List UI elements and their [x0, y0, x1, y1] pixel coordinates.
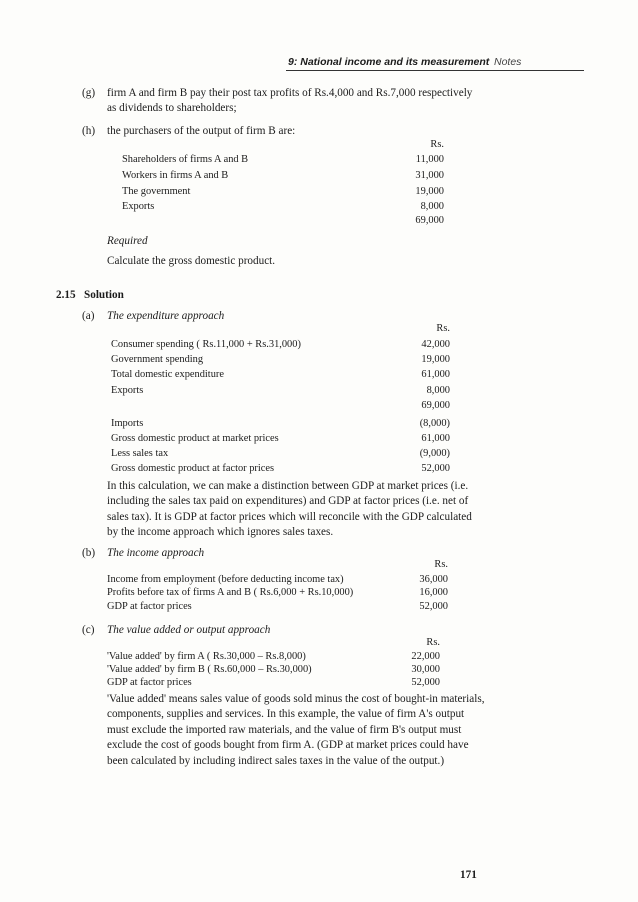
- b-row-label: GDP at factor prices: [107, 601, 192, 612]
- h-currency-header: Rs.: [430, 139, 444, 150]
- h-row-value: 19,000: [415, 186, 444, 197]
- running-header-notes: Notes: [494, 56, 522, 68]
- a-row-label: Exports: [111, 385, 144, 396]
- h-row-label: The government: [122, 186, 191, 197]
- a-row-label: Gross domestic product at market prices: [111, 433, 279, 444]
- b-row-value: 52,000: [419, 601, 448, 612]
- item-c-title: The value added or output approach: [107, 624, 271, 636]
- h-total-value: 69,000: [415, 215, 444, 226]
- page-number: 171: [460, 869, 477, 881]
- c-row-label: 'Value added' by firm A ( Rs.30,000 – Rs.8,000): [107, 651, 306, 662]
- h-row-label: Exports: [122, 201, 155, 212]
- a-row-label: Government spending: [111, 354, 204, 365]
- paragraph-line: components, supplies and services. In this example, the value of firm A's output: [107, 708, 465, 721]
- b-row-label: Profits before tax of firms A and B ( Rs.6,000 + Rs.10,000): [107, 587, 354, 598]
- paragraph-line: including the sales tax paid on expenditures) and GDP at factor prices (i.e. net of: [107, 495, 469, 508]
- a-row-value: 61,000: [421, 369, 450, 380]
- c-row-value: 22,000: [411, 651, 440, 662]
- h-row-label: Shareholders of firms A and B: [122, 154, 249, 165]
- c-explanation-paragraph: [107, 692, 489, 769]
- paragraph-line: by the income approach which ignores sales taxes.: [107, 526, 334, 539]
- required-text: Calculate the gross domestic product.: [107, 255, 276, 267]
- a-explanation-paragraph: [107, 479, 487, 541]
- b-row-value: 16,000: [419, 587, 448, 598]
- item-h-label: (h): [82, 125, 96, 137]
- a-row-label: Gross domestic product at factor prices: [111, 463, 275, 474]
- item-c-label: (c): [82, 624, 95, 636]
- b-row-value: 36,000: [419, 574, 448, 585]
- a-row-value: 19,000: [421, 354, 450, 365]
- a-row-value: 42,000: [421, 339, 450, 350]
- h-row-label: Workers in firms A and B: [122, 170, 229, 181]
- c-currency-header: Rs.: [426, 637, 440, 648]
- header-rule: [286, 70, 584, 71]
- a-row-label: Total domestic expenditure: [111, 369, 224, 380]
- h-row-value: 8,000: [420, 201, 444, 212]
- required-title: Required: [107, 235, 148, 247]
- paragraph-line: must exclude the imported raw materials, and the value of firm B's output must: [107, 723, 462, 736]
- h-row-value: 11,000: [415, 154, 444, 165]
- b-row-label: Income from employment (before deducting income tax): [107, 574, 344, 585]
- running-header-title: 9: National income and its measurement: [288, 56, 490, 68]
- item-b-label: (b): [82, 547, 96, 559]
- a-row-value: 52,000: [421, 463, 450, 474]
- paragraph-line: been calculated by including indirect sales taxes in the value of the output.): [107, 754, 445, 767]
- a-row-value: (8,000): [419, 418, 450, 429]
- a-row-value: 69,000: [421, 400, 450, 411]
- item-g-line1: firm A and firm B pay their post tax profits of Rs.4,000 and Rs.7,000 respectively: [107, 87, 473, 99]
- paragraph-line: In this calculation, we can make a distinction between GDP at market prices (i.e.: [107, 480, 469, 492]
- a-currency-header: Rs.: [436, 323, 450, 334]
- item-a-label: (a): [82, 310, 95, 322]
- a-row-value: 61,000: [421, 433, 450, 444]
- item-h-text: the purchasers of the output of firm B are:: [107, 125, 296, 137]
- solution-heading: Solution: [84, 289, 124, 301]
- c-row-value: 30,000: [411, 664, 440, 675]
- paragraph-line: 'Value added' means sales value of goods sold minus the cost of bought-in materials,: [107, 693, 485, 705]
- item-g-line2: as dividends to shareholders;: [107, 102, 237, 114]
- c-row-label: GDP at factor prices: [107, 677, 192, 688]
- a-row-label: Consumer spending ( Rs.11,000 + Rs.31,000): [111, 339, 301, 350]
- h-row-value: 31,000: [415, 170, 444, 181]
- a-row-label: Imports: [111, 418, 144, 429]
- item-g-label: (g): [82, 87, 96, 99]
- paragraph-line: sales tax). It is GDP at factor prices which will reconcile with the GDP calculated: [107, 510, 472, 523]
- a-row-label: Less sales tax: [111, 448, 169, 459]
- b-currency-header: Rs.: [434, 559, 448, 570]
- paragraph-line: exclude the cost of goods bought from firm A. (GDP at market prices could have: [107, 739, 469, 752]
- c-row-value: 52,000: [411, 677, 440, 688]
- a-row-value: 8,000: [426, 385, 450, 396]
- solution-number: 2.15: [56, 289, 76, 301]
- a-row-value: (9,000): [419, 448, 450, 459]
- c-row-label: 'Value added' by firm B ( Rs.60,000 – Rs.30,000): [107, 664, 312, 675]
- item-a-title: The expenditure approach: [107, 310, 225, 322]
- item-b-title: The income approach: [107, 547, 205, 559]
